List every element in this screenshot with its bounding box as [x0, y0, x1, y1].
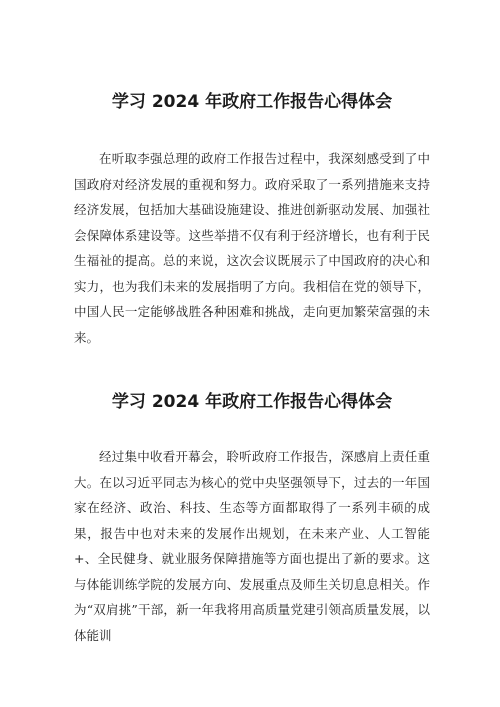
article-paragraph: 经过集中收看开幕会，聆听政府工作报告，深感肩上责任重大。在以习近平同志为核心的党中央坚强领导下，过去的一年国家在经济、政治、科技、生态等方面都取得了一系列丰硕的成果，报告中也对未来的发展作出规划，在未来产业、人工智能+、全民健身、就业服务保障措施等方面也提出了新的要求。这与体能训练学院的发展方向、发展重点及师生关切息息相关。作为“双肩挑”干部，新一年我将用高质量党建引领高质量发展，以体能训 [74, 449, 430, 643]
article-title: 学习 2024 年政府工作报告心得体会 [111, 392, 393, 412]
article-section [74, 388, 430, 648]
article-paragraph: 在听取李强总理的政府工作报告过程中，我深刻感受到了中国政府对经济发展的重视和努力。政府采取了一系列措施来支持经济发展，包括加大基础设施建设、推进创新驱动发展、加强社会保障体系建设等。这些举措不仅有利于经济增长，也有利于民生福祉的提高。总的来说，这次会议既展示了中国政府的决心和实力，也为我们未来的发展指明了方向。我相信在党的领导下，中国人民一定能够战胜各种困难和挑战，走向更加繁荣富强的未来。 [74, 151, 430, 345]
article-title: 学习 2024 年政府工作报告心得体会 [111, 92, 393, 112]
article-section [74, 88, 430, 350]
